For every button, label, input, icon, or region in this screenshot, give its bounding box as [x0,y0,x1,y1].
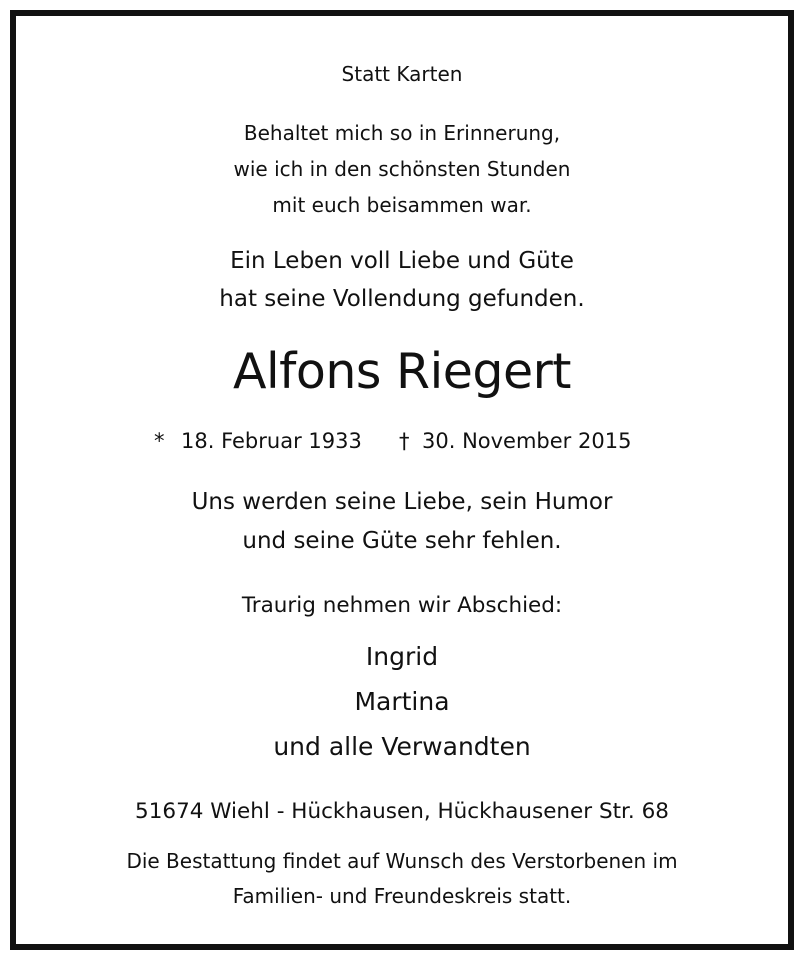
mourner-relatives: und alle Verwandten [273,732,531,761]
mourner-ingrid: Ingrid [365,642,439,671]
birth-symbol: * [154,429,165,453]
tribute-line-2: hat seine Vollendung gefunden. [219,286,585,312]
farewell-text: Traurig nehmen wir Abschied: [241,593,563,618]
header-text: Statt Karten [341,62,463,86]
death-symbol: † [399,429,410,453]
tribute-line-1: Ein Leben voll Liebe und Güte [230,248,574,274]
funeral-note-line-1: Die Bestattung findet auf Wunsch des Verstorbenen im [126,849,678,873]
address: 51674 Wiehl - Hückhausen, Hückhausener Str. 68 [135,799,669,824]
birth-date: 18. Februar 1933 [181,429,362,453]
verse-line-1: Behaltet mich so in Erinnerung, [243,121,561,145]
message-line-2: und seine Güte sehr fehlen. [242,528,562,554]
obituary-notice [10,10,794,950]
verse-line-3: mit euch beisammen war. [272,193,532,217]
mourner-martina: Martina [354,687,450,716]
message-line-1: Uns werden seine Liebe, sein Humor [191,489,613,515]
deceased-name: Alfons Riegert [233,343,571,400]
death-date: 30. November 2015 [422,429,632,453]
funeral-note-line-2: Familien- und Freundeskreis statt. [232,884,572,908]
verse-line-2: wie ich in den schönsten Stunden [233,157,571,181]
